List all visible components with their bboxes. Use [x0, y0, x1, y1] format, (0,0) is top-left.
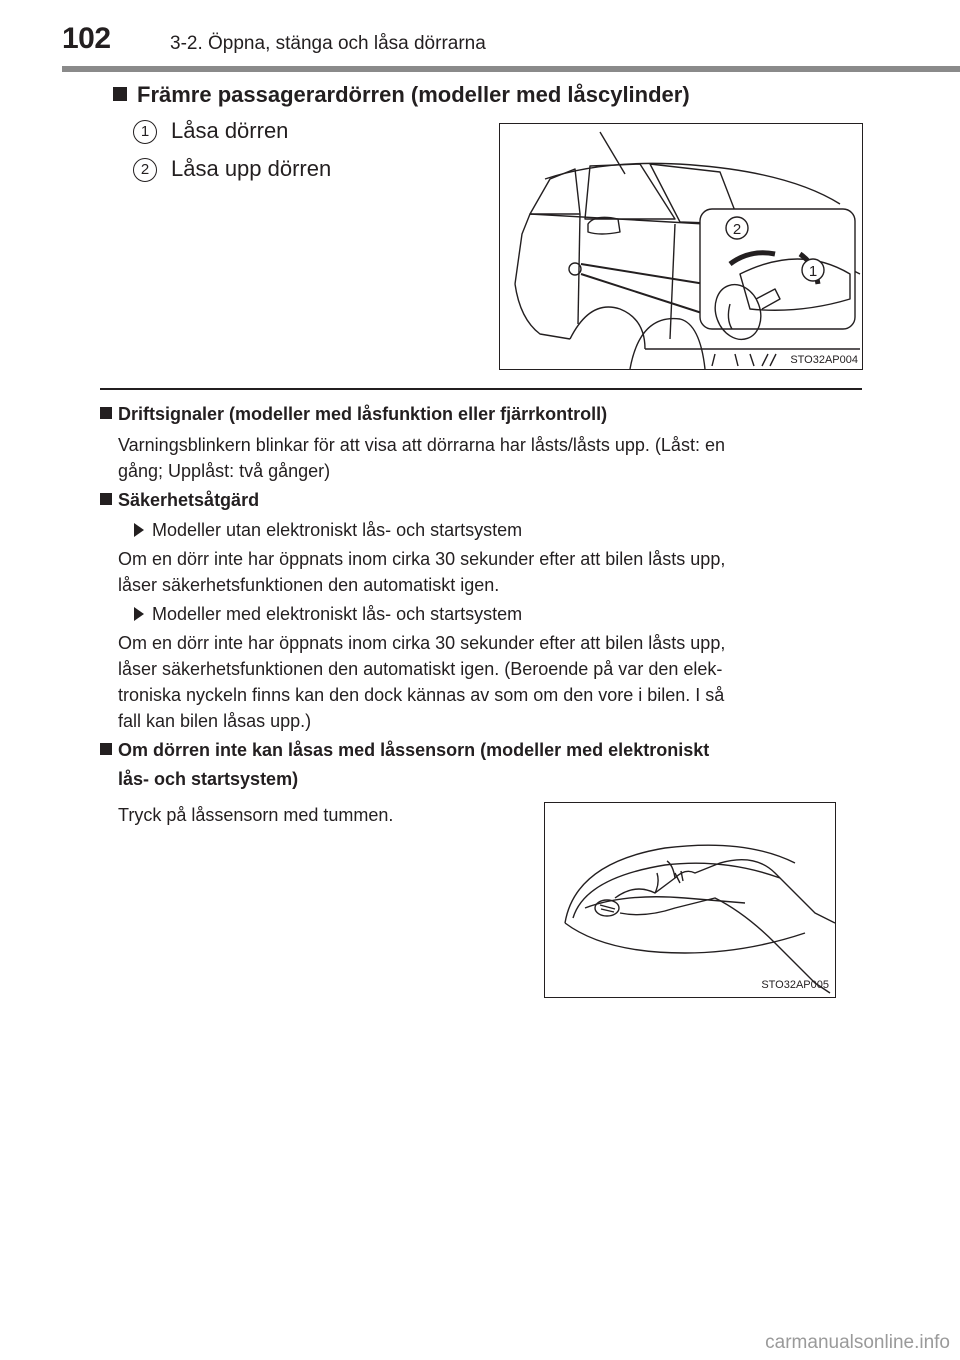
callout-1-text: 1 [808, 263, 818, 280]
running-title: 3-2. Öppna, stänga och låsa dörrarna [170, 33, 486, 54]
step-1-label: Låsa dörren [171, 118, 289, 143]
callout-2-text: 2 [732, 221, 742, 238]
model-item-with [134, 604, 522, 625]
section-divider [100, 388, 862, 390]
triangle-arrow-icon [134, 523, 144, 537]
figure-code-2: STO32AP005 [761, 979, 829, 991]
callout-2 [726, 217, 748, 239]
step-1 [133, 118, 288, 144]
sakerhet-item1-line-1: Om en dörr inte har öppnats inom cirka 30 sekunder efter att bilen låsts upp, [118, 549, 726, 569]
subheading-driftsignaler-text: Driftsignaler (modeller med låsfunktion eller fjärrkontroll) [118, 404, 608, 424]
subheading-lassensor [100, 740, 860, 761]
step-number-2: 2 [133, 158, 157, 182]
subheading-driftsignaler [100, 404, 607, 425]
subheading-sakerhet-text: Säkerhetsåtgärd [118, 490, 260, 510]
model-item-with-text: Modeller med elektroniskt lås- och startsystem [152, 604, 523, 624]
subheading-lassensor-text-1: Om dörren inte kan låsas med låssensorn (modeller med elektroniskt [118, 740, 710, 760]
square-bullet-icon [100, 493, 112, 505]
step-2 [133, 156, 331, 182]
hand-on-handle-illustration [545, 803, 835, 997]
square-bullet-icon [100, 407, 112, 419]
square-bullet-icon [100, 743, 112, 755]
subheading-lassensor-line-2: lås- och startsystem) [118, 769, 299, 789]
square-bullet-icon [113, 87, 127, 101]
figure-lock-sensor [544, 802, 836, 998]
sakerhet-item2-line-1: Om en dörr inte har öppnats inom cirka 30 sekunder efter att bilen låsts upp, [118, 633, 726, 653]
driftsignaler-line-1: Varningsblinkern blinkar för att visa att dörrarna har låsts/låsts upp. (Låst: en [118, 435, 725, 455]
section-title [113, 82, 690, 108]
subheading-sakerhet [100, 490, 259, 511]
sakerhet-item2-line-4: fall kan bilen låsas upp.) [118, 711, 312, 731]
figure-car-door-key [499, 123, 863, 370]
watermark: carmanualsonline.info [765, 1332, 950, 1353]
header-rule [62, 66, 960, 72]
section-title-text: Främre passagerardörren (modeller med låscylinder) [137, 82, 690, 107]
driftsignaler-line-2: gång; Upplåst: två gånger) [118, 461, 331, 481]
callout-1 [802, 259, 824, 281]
figure-code-1: STO32AP004 [790, 354, 858, 366]
model-item-without [134, 520, 522, 541]
lassensor-text: Tryck på låssensorn med tummen. [118, 805, 394, 825]
sakerhet-item1-line-2: låser säkerhetsfunktionen den automatiskt igen. [118, 575, 500, 595]
sakerhet-item2-line-2: låser säkerhetsfunktionen den automatiskt igen. (Beroende på var den elek- [118, 659, 723, 679]
model-item-without-text: Modeller utan elektroniskt lås- och startsystem [152, 520, 523, 540]
step-2-label: Låsa upp dörren [171, 156, 332, 181]
sakerhet-item2-line-3: troniska nyckeln finns kan den dock kännas av som om den vore i bilen. I så [118, 685, 725, 705]
step-number-1: 1 [133, 120, 157, 144]
car-illustration [500, 124, 862, 369]
page-number: 102 [62, 22, 111, 55]
triangle-arrow-icon [134, 607, 144, 621]
